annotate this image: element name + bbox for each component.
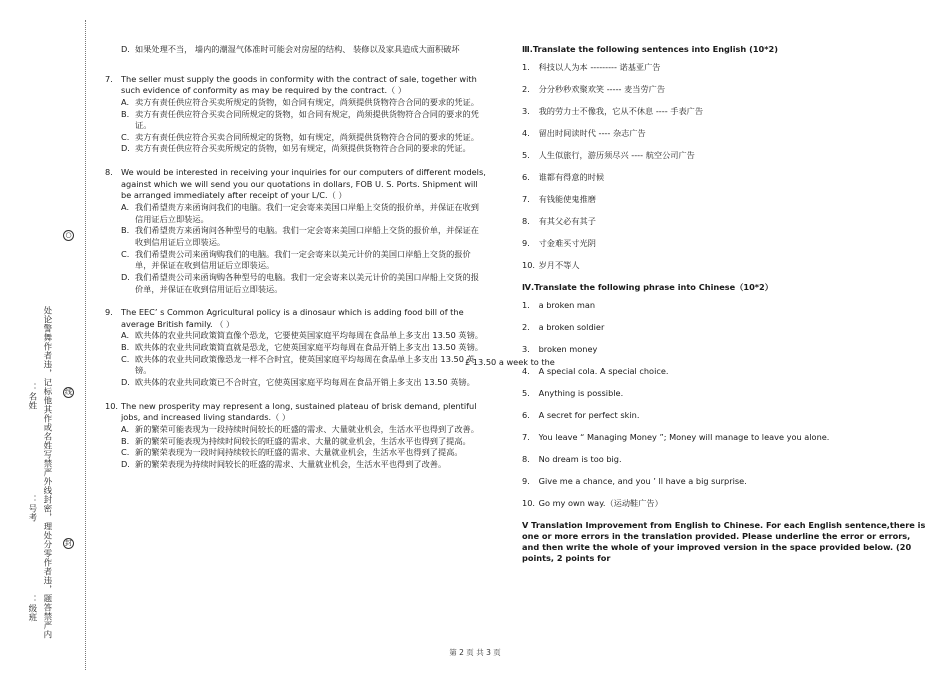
item-number: 4. (522, 365, 530, 376)
item-text: 寸金难买寸光阴 (538, 237, 596, 248)
item-number: 5. (522, 149, 530, 160)
question-stem (105, 167, 487, 202)
binding-circle-bottom: 封 (65, 539, 72, 547)
right-column (522, 44, 930, 564)
option-text: 欧共体的农业共同政策简直就是恐龙，它使英国家庭平均每周在食品开销上多支出 13.50 英镑。 (135, 342, 483, 353)
item-number: 9. (522, 475, 530, 486)
item-number: 10. (522, 497, 536, 508)
option-text: 我们希望贵方来函询问各种型号的电脑。我们一定会寄来美国口岸船上交货的报价单，并保证在收到信用证后立即装运。 (135, 225, 479, 247)
answer-option (105, 436, 487, 448)
answer-option (105, 225, 487, 248)
option-text: 卖方有责任供应符合买卖合同所规定的货物，如合同有规定，尚须提供货物符合合同的要求的凭证。 (135, 108, 479, 131)
carry-over-option (105, 44, 487, 56)
item-text: 有其父必有其子 (538, 215, 596, 226)
option-label: D. (121, 143, 130, 154)
list-item (522, 62, 930, 74)
item-number: 8. (522, 215, 530, 226)
option-text: 卖方有责任供应符合买卖合同所规定的货物，如有规定，尚须提供货物符合合同的要求的凭证。 (135, 131, 479, 142)
question-text: The seller must supply the goods in conformity with the contract of sale, together with such evidence of conformity as may be required by the contract.（ ） (121, 73, 477, 96)
item-number: 10. (522, 259, 536, 270)
section-4-items (522, 300, 930, 510)
item-text: 分分秒秒欢聚欢笑 ----- 麦当劳广告 (538, 83, 666, 94)
question-text: The EEC’ s Common Agricultural policy is a dinosaur which is adding food bill of the average British family. （ ） (121, 307, 464, 329)
list-item (522, 172, 930, 184)
item-number: 4. (522, 127, 530, 138)
binding-line (85, 20, 86, 670)
item-text: a broken man (538, 299, 596, 310)
item-text: You leave “ Managing Money ”; Money will manage to leave you alone. (538, 431, 830, 442)
section-4-title: Ⅳ.Translate the following phrase into Chinese（10*2） (522, 281, 773, 292)
option-text: 新的繁荣可能表现为一段持续时间较长的旺盛的需求、大量就业机会，生活水平也得到了改善。 (135, 423, 479, 434)
answer-option (105, 354, 487, 377)
option-text: 新的繁荣表现为一段时间持续较长的旺盛的需求、大量就业机会，生活水平也得到了提高。 (135, 447, 463, 458)
option-label: D. (121, 44, 130, 54)
item-number: 1. (522, 61, 530, 72)
option-label: B. (121, 342, 130, 353)
option-label: C. (121, 353, 130, 364)
page-footer: 第 2 页 共 3 页 (449, 648, 501, 657)
name-field-label: ：名姓 (26, 383, 37, 410)
answer-option (105, 132, 487, 144)
section-3-title: Ⅲ.Translate the following sentences into English (10*2) (522, 44, 778, 54)
option-text: 新的繁荣可能表现为持续时间较长的旺盛的需求、大量的就业机会，生活水平也得到了提高。 (135, 435, 471, 446)
item-number: 5. (522, 387, 530, 398)
item-text: 科技以人为本 --------- 诺基亚广告 (538, 61, 661, 72)
option-label: D. (121, 377, 130, 388)
item-text: A special cola. A special choice. (538, 365, 669, 376)
option-text: 如果处理不当， 墙内的潮湿气体准时可能会对房屋的结构、 装修以及家具造成大面积破坏 (135, 44, 460, 54)
option-text: 我们希望贵公司来函询购我们的电脑。我们一定会寄来以美元计价的美国口岸船上交货的报价单，并保证在收到信用证后立即装运。 (135, 248, 471, 271)
item-text: 谁都有得意的时候 (538, 171, 605, 182)
answer-option (105, 249, 487, 272)
item-text: 留出时间读时代 ---- 杂志广告 (538, 127, 646, 138)
option-text: 欧共体的农业共同政策已不合时宜，它使英国家庭平均每周在食品开销上多支出 13.50 英镑。 (135, 377, 475, 388)
item-text: a broken soldier (538, 321, 605, 332)
list-item (522, 498, 930, 510)
option-text: 卖方有责任供应符合买卖所规定的货物，如另有规定，尚须提供货物符合合同的要求的凭证。 (135, 143, 471, 154)
item-number: 3. (522, 105, 530, 116)
item-number: 6. (522, 171, 530, 182)
item-text: 人生似旅行，游历须尽兴 ---- 航空公司广告 (538, 149, 695, 160)
class-field-label: ：级班 (26, 595, 37, 622)
answer-option (105, 459, 487, 471)
item-text: 我的劳力士不像我，它从不休息 ---- 手表广告 (538, 105, 704, 116)
answer-option (105, 342, 487, 354)
item-text: Anything is possible. (538, 387, 624, 398)
item-number: 2. (522, 83, 530, 94)
item-number: 2. (522, 321, 530, 332)
answer-option (105, 143, 487, 155)
option-text: 欧共体的农业共同政策像恐龙一样不合时宜，使英国家庭平均每周在食品单上多支出 13.50 英镑。 (135, 353, 475, 376)
list-item (522, 128, 930, 140)
list-item (522, 388, 930, 400)
question-10 (105, 401, 487, 471)
question-list (105, 74, 487, 471)
option-label: A. (121, 423, 130, 434)
answer-option (105, 202, 487, 225)
question-9 (105, 307, 487, 388)
question-number: 9. (105, 307, 113, 318)
option-label: C. (121, 248, 130, 259)
answer-option (105, 272, 487, 295)
answer-option (105, 97, 487, 109)
list-item (522, 476, 930, 488)
section-5-instructions: Ⅴ Translation Improvement from English to Chinese. For each English sentence,there is one or more errors in the translation provided. Please underline the error or errors, and then write the whole of your improved version in the space provided below. (20 points, 2 points for (522, 519, 926, 564)
item-text: 岁月不等人 (538, 259, 580, 270)
list-item (522, 300, 930, 312)
list-item (522, 322, 930, 334)
option-label: D. (121, 458, 130, 469)
option-label: B. (121, 435, 130, 446)
option-text: 我们希望贵公司来函询购各种型号的电脑。我们一定会寄来以美元计价的美国口岸船上交货的报价单，并保证在收到信用证后立即装运。 (135, 271, 479, 294)
question-8 (105, 167, 487, 295)
option-text: 我们希望贵方来函询问我们的电脑。我们一定会寄来美国口岸船上交货的报价单，并保证在收到信用证后立即装运。 (135, 202, 479, 224)
option-text: 欧共体的农业共同政策简直像个恐龙，它要使英国家庭平均每周在食品单上多支出 13.50 英镑。 (135, 330, 483, 341)
exam-id-field-label: ：号考 (26, 495, 37, 522)
answer-option (105, 447, 487, 459)
list-item (522, 238, 930, 250)
answer-option (105, 424, 487, 436)
question-7 (105, 74, 487, 155)
list-item (522, 150, 930, 162)
list-item (522, 454, 930, 466)
seal-line-warning: 处论警舞作者违，记标他其作或名姓写禁严外线封密，理处分零作者违，题答禁严内 (41, 306, 52, 639)
option-text: 新的繁荣表现为持续时间较长的旺盛的需求、大量就业机会，生活水平也得到了改善。 (135, 458, 447, 469)
question-text: We would be interested in receiving your inquiries for our computers of different models, against which we will send you our quotations in dollars, FOB U. S. Ports. Shipment will be arranged immediately after receipt of your L/C.（ ） (121, 167, 486, 201)
section-3-items (522, 62, 930, 272)
item-text: Go my own way.（运动鞋广告） (538, 497, 663, 508)
list-item (522, 344, 930, 356)
item-number: 1. (522, 299, 530, 310)
option-label: A. (121, 202, 130, 213)
list-item (522, 84, 930, 96)
item-text: broken money (538, 343, 598, 354)
question-stem (105, 74, 487, 97)
option-label: A. (121, 330, 130, 341)
question-number: 7. (105, 73, 113, 84)
question-text: The new prosperity may represent a long, sustained plateau of brisk demand, plentiful jobs, and increased living standards.（ ） (121, 400, 477, 423)
item-text: 有钱能使鬼推磨 (538, 193, 596, 204)
option-label: C. (121, 131, 130, 142)
item-text: A secret for perfect skin. (538, 409, 640, 420)
option-label: B. (121, 108, 130, 119)
option-text: 卖方有责任供应符合买卖所规定的货物，如合同有规定，尚须提供货物符合合同的要求的凭证。 (135, 96, 479, 107)
list-item (522, 260, 930, 272)
question-number: 8. (105, 167, 113, 178)
left-column (105, 44, 487, 483)
binding-circle-middle: 线 (65, 388, 72, 396)
item-text: No dream is too big. (538, 453, 622, 464)
answer-option (105, 109, 487, 132)
binding-circle-top: ○ (63, 230, 74, 241)
answer-option (105, 377, 487, 389)
question-stem (105, 307, 487, 330)
option-label: B. (121, 225, 130, 236)
option-label: D. (121, 271, 130, 282)
option-label: C. (121, 447, 130, 458)
option-label: A. (121, 96, 130, 107)
list-item (522, 216, 930, 228)
item-number: 7. (522, 431, 530, 442)
item-text: Give me a chance, and you ’ ll have a big surprise. (538, 475, 747, 486)
list-item (522, 432, 930, 444)
list-item (522, 410, 930, 422)
item-number: 7. (522, 193, 530, 204)
item-number: 3. (522, 343, 530, 354)
answer-option (105, 330, 487, 342)
item-number: 8. (522, 453, 530, 464)
overlapping-fragment: £ 13.50 a week to the (465, 357, 555, 367)
question-stem (105, 401, 487, 424)
item-number: 9. (522, 237, 530, 248)
question-number: 10. (105, 400, 119, 411)
list-item (522, 366, 930, 378)
item-number: 6. (522, 409, 530, 420)
list-item (522, 194, 930, 206)
list-item (522, 106, 930, 118)
